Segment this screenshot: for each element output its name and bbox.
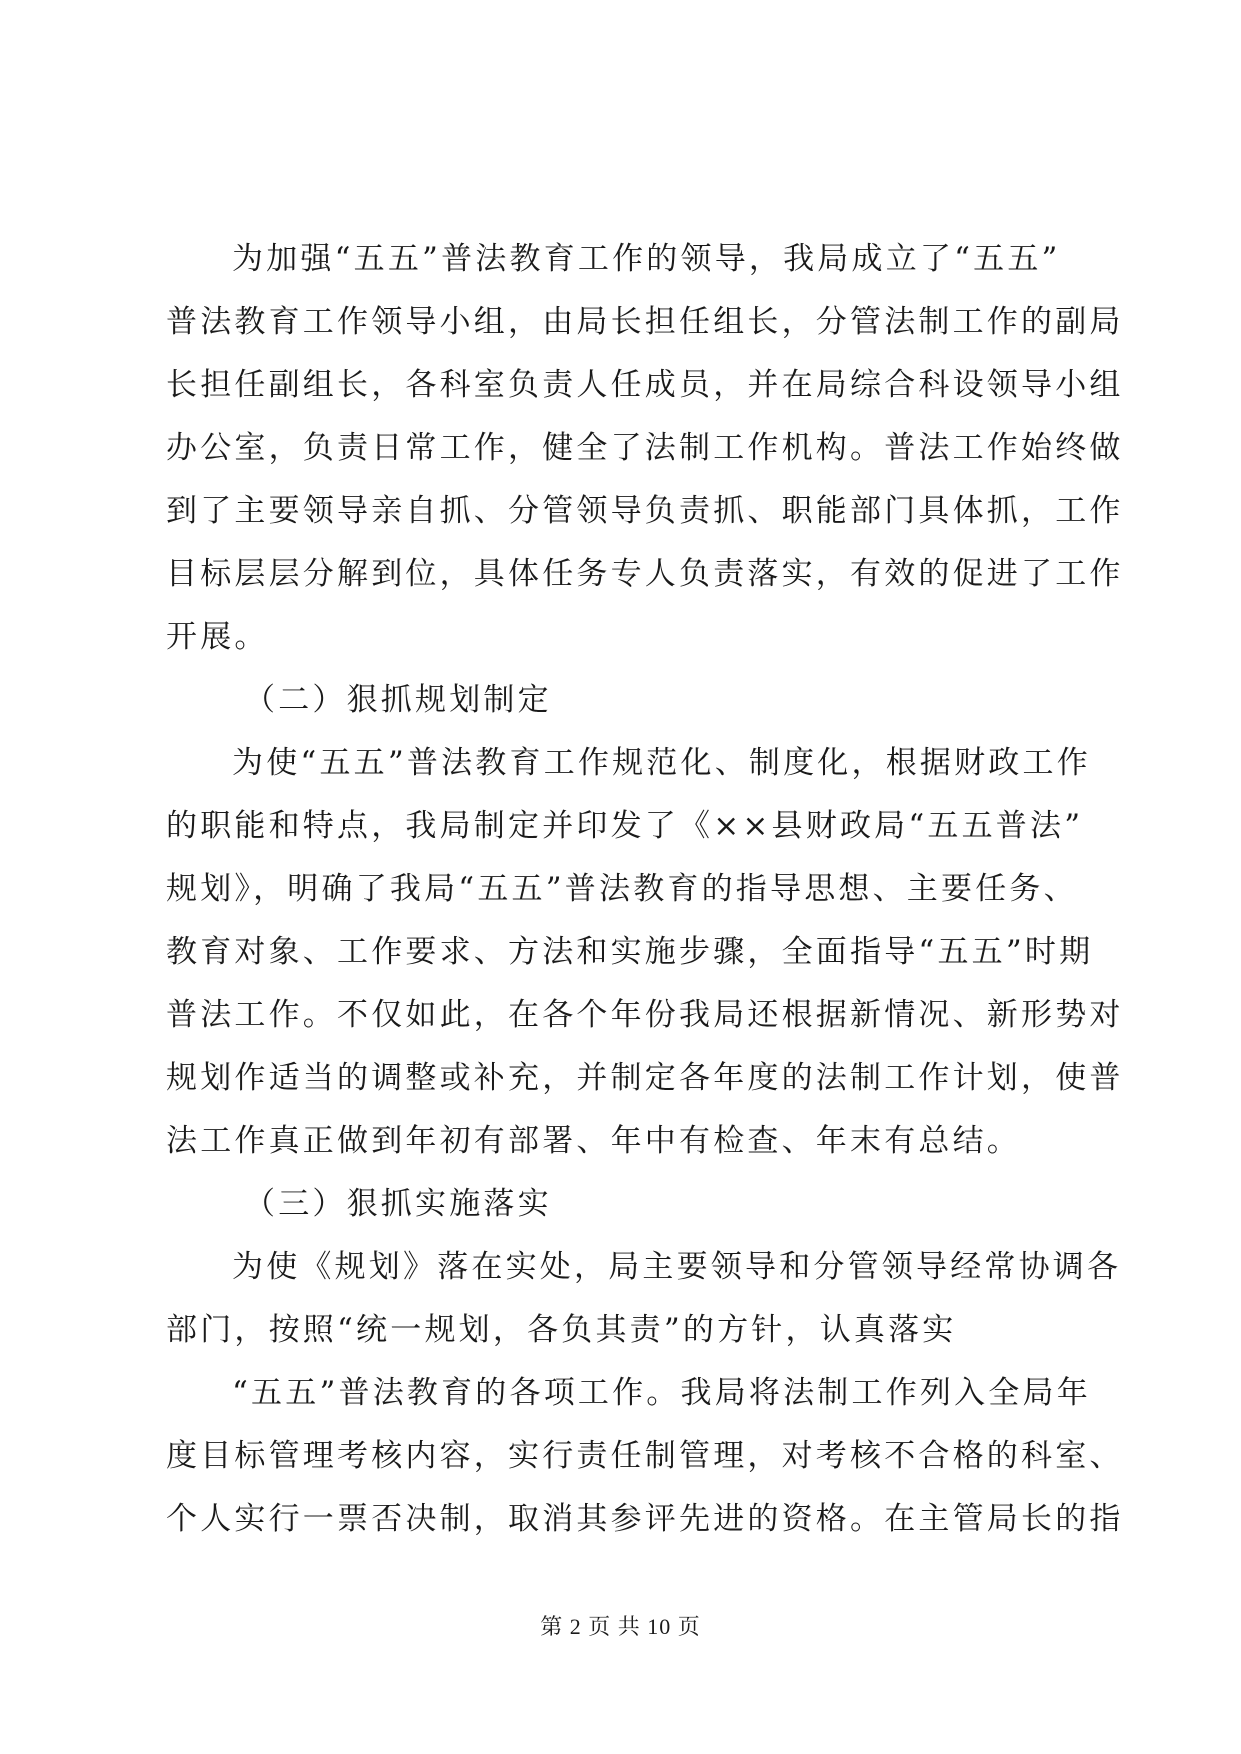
page-number-footer: 第 2 页 共 10 页 (540, 1614, 701, 1639)
paragraph-line: 的职能和特点，我局制定并印发了《××县财政局“五五普法” (166, 808, 1084, 844)
paragraph-line: 普法教育工作领导小组，由局长担任组长，分管法制工作的副局 (166, 304, 1124, 340)
paragraph-line: 部门，按照“统一规划，各负其责”的方针，认真落实 (166, 1312, 957, 1348)
paragraph-line: 法工作真正做到年初有部署、年中有检查、年末有总结。 (166, 1123, 1021, 1159)
body-text (166, 228, 1124, 1551)
paragraph-line: 度目标管理考核内容，实行责任制管理，对考核不合格的科室、 (166, 1438, 1124, 1474)
paragraph-line: 开展。 (166, 619, 269, 655)
paragraph-line: 长担任副组长，各科室负责人任成员，并在局综合科设领导小组 (166, 367, 1124, 403)
paragraph-line: 到了主要领导亲自抓、分管领导负责抓、职能部门具体抓，工作 (166, 493, 1124, 529)
paragraph-line: 为加强“五五”普法教育工作的领导，我局成立了“五五” (232, 241, 1061, 277)
paragraph-line: 普法工作。不仅如此，在各个年份我局还根据新情况、新形势对 (166, 997, 1124, 1033)
paragraph-line: 为使“五五”普法教育工作规范化、制度化，根据财政工作 (232, 745, 1091, 781)
section-heading: （三）狠抓实施落实 (244, 1186, 552, 1222)
paragraph-line: 个人实行一票否决制，取消其参评先进的资格。在主管局长的指 (166, 1501, 1124, 1537)
paragraph-line: 规划作适当的调整或补充，并制定各年度的法制工作计划，使普 (166, 1060, 1124, 1096)
section-heading: （二）狠抓规划制定 (244, 682, 552, 718)
paragraph-line: 规划》，明确了我局“五五”普法教育的指导思想、主要任务、 (166, 871, 1078, 907)
paragraph-line: “五五”普法教育的各项工作。我局将法制工作列入全局年 (232, 1375, 1091, 1411)
paragraph-line: 为使《规划》落在实处，局主要领导和分管领导经常协调各 (232, 1249, 1122, 1285)
paragraph-line: 教育对象、工作要求、方法和实施步骤，全面指导“五五”时期 (166, 934, 1094, 970)
paragraph-line: 目标层层分解到位，具体任务专人负责落实，有效的促进了工作 (166, 556, 1124, 592)
paragraph-line: 办公室，负责日常工作，健全了法制工作机构。普法工作始终做 (166, 430, 1124, 466)
